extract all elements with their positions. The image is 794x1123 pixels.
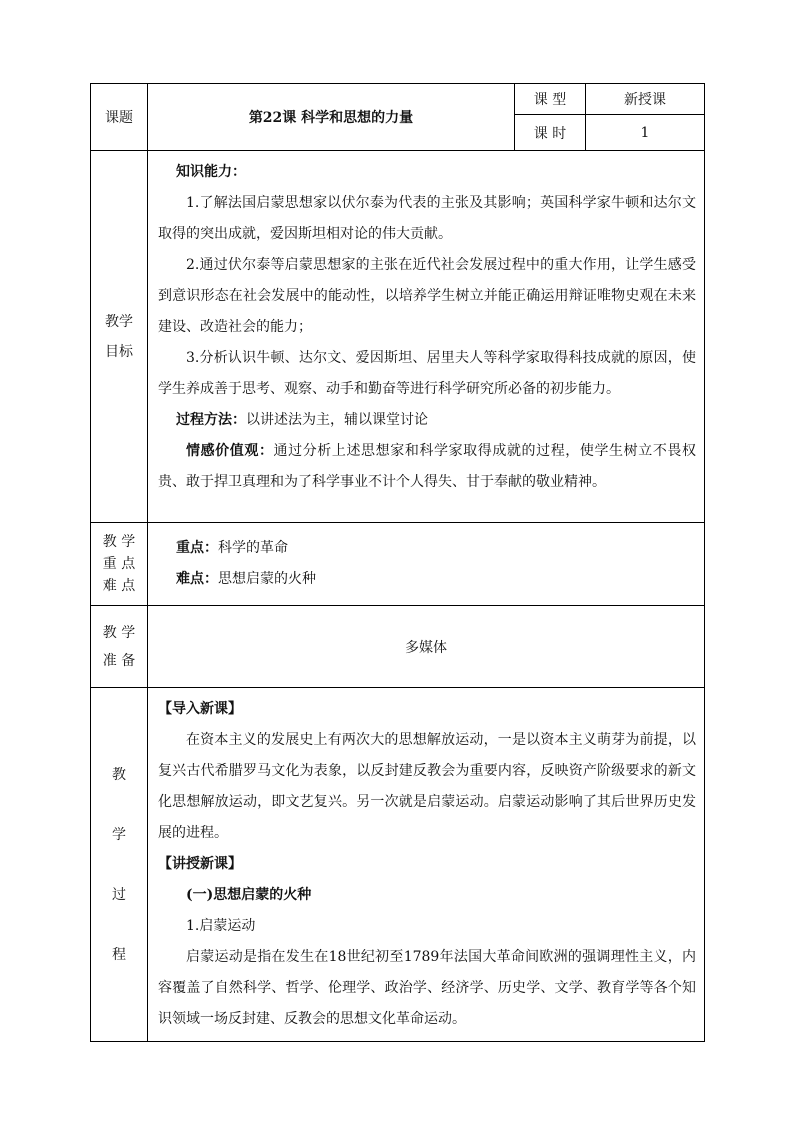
process-content xyxy=(148,688,705,1042)
preparation-label xyxy=(91,606,148,688)
objective-item-2: 2.通过伏尔泰等启蒙思想家的主张在近代社会发展过程中的重大作用，让学生感受到意识形态在社会发展中的能动性，以培养学生树立并能正确运用辩证唯物史观在未来建设、改造社会的能力； xyxy=(158,257,696,335)
knowledge-heading: 知识能力： xyxy=(176,164,246,180)
sub1-heading: 1.启蒙运动 xyxy=(186,918,256,934)
process-label-char-1: 教 xyxy=(112,766,126,783)
intro-text: 在资本主义的发展史上有两次大的思想解放运动，一是以资本主义萌芽为前提，以复兴古代希腊罗马文化为表象，以反封建反教会为重要内容，反映资产阶级要求的新文化思想解放运动，即文艺复兴。另一次就是启蒙运动。启蒙运动影响了其后世界历史发展的进程。 xyxy=(158,732,696,841)
emotion-heading: 情感价值观： xyxy=(186,443,274,459)
intro-heading: 【导入新课】 xyxy=(158,701,242,717)
course-title: 第22课 科学和思想的力量 xyxy=(148,84,515,151)
key-point-text: 科学的革命 xyxy=(218,540,288,556)
preparation-value: 多媒体 xyxy=(148,606,705,688)
keypoints-label-line2: 重 点 xyxy=(102,556,136,572)
process-label-char-2: 学 xyxy=(112,826,126,843)
process-method-heading: 过程方法： xyxy=(176,412,246,428)
process-label-char-4: 程 xyxy=(112,946,126,963)
preparation-label-line1: 教 学 xyxy=(102,624,136,641)
keypoints-label-line3: 难 点 xyxy=(102,578,136,594)
lesson-type-label: 课 型 xyxy=(515,84,586,115)
objectives-label-line1: 教学 xyxy=(105,313,133,330)
objective-item-1: 1.了解法国启蒙思想家以伏尔泰为代表的主张及其影响；英国科学家牛顿和达尔文取得的突出成就，爱因斯坦相对论的伟大贡献。 xyxy=(158,195,696,242)
objectives-label-line2: 目标 xyxy=(105,343,133,360)
key-point-heading: 重点： xyxy=(176,540,218,556)
keypoints-content xyxy=(148,523,705,606)
preparation-label-line2: 准 备 xyxy=(102,652,136,669)
keypoints-label xyxy=(91,523,148,606)
course-label: 课题 xyxy=(91,84,148,151)
difficult-point-heading: 难点： xyxy=(176,571,218,587)
lesson-type-value: 新授课 xyxy=(586,84,705,115)
objectives-content xyxy=(148,151,705,523)
process-method-text: 以讲述法为主，辅以课堂讨论 xyxy=(246,412,428,428)
lesson-hours-label: 课 时 xyxy=(515,115,586,151)
section1-heading: (一)思想启蒙的火种 xyxy=(186,887,312,903)
lesson-plan-table xyxy=(90,83,705,1042)
process-label xyxy=(91,688,148,1042)
difficult-point-text: 思想启蒙的火种 xyxy=(218,571,316,587)
emotion-text: 通过分析上述思想家和科学家取得成就的过程，使学生树立不畏权贵、敢于捍卫真理和为了科学事业不计个人得失、甘于奉献的敬业精神。 xyxy=(158,443,697,490)
new-lesson-heading: 【讲授新课】 xyxy=(158,856,242,872)
objective-item-3: 3.分析认识牛顿、达尔文、爱因斯坦、居里夫人等科学家取得科技成就的原因，使学生养成善于思考、观察、动手和勤奋等进行科学研究所必备的初步能力。 xyxy=(158,350,696,397)
keypoints-label-line1: 教 学 xyxy=(102,534,136,550)
lesson-hours-value: 1 xyxy=(586,115,705,151)
sub1-text: 启蒙运动是指在发生在18世纪初至1789年法国大革命间欧洲的强调理性主义，内容覆盖了自然科学、哲学、伦理学、政治学、经济学、历史学、文学、教育学等各个知识领域一场反封建、反教会的思想文化革命运动。 xyxy=(158,949,696,1027)
process-label-char-3: 过 xyxy=(112,886,126,903)
objectives-label xyxy=(91,151,148,523)
